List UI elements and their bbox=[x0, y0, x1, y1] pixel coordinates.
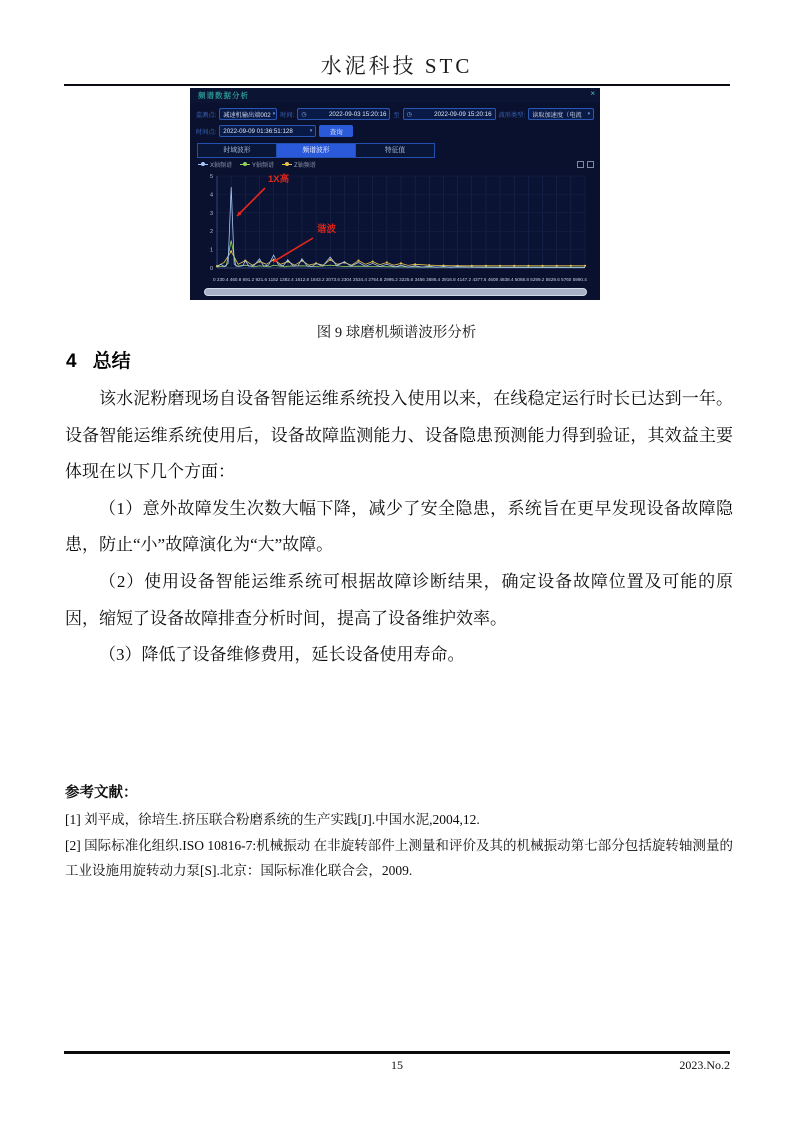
x-tick-label: 921.6 bbox=[255, 277, 267, 282]
waveform-tabs bbox=[197, 143, 435, 158]
paragraph: （3）降低了设备维修费用，延长设备使用寿命。 bbox=[99, 645, 465, 665]
waveform-type-label: 波形类型: bbox=[498, 111, 526, 119]
x-tick-label: 4838.4 bbox=[499, 277, 514, 282]
paragraph: 该水泥粉磨现场自设备智能运维系统投入使用以来，在线稳定运行时长已达到一年。设备智能运维系统使用后，设备故障监测能力、设备隐患预测能力得到验证，其效益主要体现在以下几个方面： bbox=[65, 389, 733, 482]
time-point-label: 时间点: bbox=[196, 128, 217, 136]
time-point-value: 2022-09-09 01:36:51:128 bbox=[223, 127, 293, 135]
header-rule bbox=[64, 84, 730, 86]
x-axis-labels bbox=[213, 276, 587, 283]
chart-annotation: 1X高 bbox=[268, 174, 290, 185]
svg-text:5: 5 bbox=[209, 174, 213, 180]
figure-caption: 图 9 球磨机频谱波形分析 bbox=[316, 325, 477, 341]
x-tick-label: 5068.8 bbox=[514, 277, 529, 282]
legend-label: Z轴频谱 bbox=[294, 162, 316, 169]
x-tick-label: 5529.6 bbox=[545, 277, 560, 282]
query-button[interactable]: 查询 bbox=[319, 125, 353, 137]
svg-text:0: 0 bbox=[209, 266, 213, 272]
time-label: 时间: bbox=[280, 111, 295, 119]
time-point-select[interactable] bbox=[219, 125, 316, 137]
reference-item: [2] 国际标准化组织.ISO 10816-7:机械振动 在非旋转部件上测量和评价及其的机械振动第七部分包括旋转轴测量的工业设施用旋转动力泵[S].北京：国际标准化联合会，2009. bbox=[65, 837, 733, 878]
waveform-type-value: 读取加速度（电流 bbox=[532, 111, 582, 119]
references bbox=[65, 781, 733, 884]
tab-0[interactable]: 时域波形 bbox=[198, 144, 277, 157]
x-tick-label: 460.8 bbox=[229, 277, 242, 282]
spectrum-chart bbox=[201, 170, 589, 287]
body-text bbox=[65, 381, 733, 674]
tab-1[interactable]: 频谱波形 bbox=[277, 144, 356, 157]
time-start-input[interactable] bbox=[297, 108, 390, 120]
svg-text:2: 2 bbox=[209, 229, 213, 236]
paragraph: （1）意外故障发生次数大幅下降，减少了安全隐患，系统旨在更早发现设备故障隐患，防止“小”故障演化为“大”故障。 bbox=[65, 498, 733, 555]
issue-number: 2023.No.2 bbox=[679, 1058, 730, 1072]
x-tick-label: 4377.6 bbox=[472, 277, 487, 282]
reference-item: [1] 刘平成，徐培生.挤压联合粉磨系统的生产实践[J].中国水泥,2004,12. bbox=[65, 812, 480, 827]
chevron-down-icon: ▾ bbox=[587, 111, 591, 117]
references-list bbox=[65, 807, 733, 884]
legend-item[interactable] bbox=[282, 160, 316, 169]
x-tick-label: 1382.4 bbox=[279, 277, 294, 282]
chevron-down-icon: ▾ bbox=[309, 128, 313, 134]
section-title: 总结 bbox=[92, 351, 131, 372]
time-end-value: 2022-09-09 15:20:16 bbox=[434, 110, 492, 118]
x-tick-label: 2995.2 bbox=[383, 277, 398, 282]
x-tick-label: 3456 bbox=[414, 277, 425, 282]
svg-text:1: 1 bbox=[209, 247, 213, 254]
chart-legend bbox=[198, 160, 316, 169]
legend-item[interactable] bbox=[198, 160, 232, 169]
legend-row bbox=[198, 159, 594, 169]
panel-title: 频谱数据分析 bbox=[198, 91, 249, 100]
time-to-label: 至 bbox=[393, 111, 400, 119]
x-tick-label: 3225.6 bbox=[399, 277, 414, 282]
restore-icon[interactable] bbox=[577, 161, 584, 168]
spectrum-chart-svg bbox=[201, 170, 589, 276]
x-tick-label: 0 bbox=[213, 277, 216, 282]
x-tick-label: 3916.8 bbox=[441, 277, 456, 282]
time-end-input[interactable] bbox=[403, 108, 496, 120]
paragraph: （2）使用设备智能运维系统可根据故障诊断结果，确定设备故障位置及可能的原因，缩短了设备故障排查分析时间，提高了设备维护效率。 bbox=[65, 571, 733, 628]
x-tick-label: 4147.2 bbox=[457, 277, 472, 282]
filter-row-2 bbox=[196, 125, 353, 137]
x-tick-label: 4608 bbox=[487, 277, 499, 282]
x-tick-label: 1843.2 bbox=[310, 277, 325, 282]
x-tick-label: 3686.4 bbox=[426, 277, 441, 282]
filter-row-1 bbox=[196, 108, 594, 120]
chevron-down-icon: ▾ bbox=[272, 111, 276, 117]
time-start-value: 2022-09-03 15:20:16 bbox=[328, 110, 387, 118]
x-tick-label: 230.4 bbox=[216, 277, 229, 282]
x-tick-label: 5299.2 bbox=[530, 277, 545, 282]
page-number: 15 bbox=[391, 1058, 403, 1072]
x-tick-label: 1612.8 bbox=[295, 277, 310, 282]
spectrum-analysis-window bbox=[190, 88, 600, 300]
waveform-type-select[interactable] bbox=[528, 108, 594, 120]
clock-icon: ◷ bbox=[301, 111, 307, 118]
legend-marker-icon bbox=[282, 163, 292, 166]
footer-rule bbox=[64, 1051, 730, 1054]
chart-annotation: 谐波 bbox=[317, 224, 337, 235]
journal-title: 水泥科技 STC bbox=[320, 54, 473, 78]
save-image-icon[interactable] bbox=[587, 161, 594, 168]
x-tick-label: 1152 bbox=[268, 277, 279, 282]
legend-label: X轴频谱 bbox=[210, 162, 233, 169]
x-tick-label: 2534.4 bbox=[352, 277, 367, 282]
section-heading bbox=[66, 346, 131, 373]
svg-text:4: 4 bbox=[209, 192, 213, 199]
datazoom-slider[interactable] bbox=[204, 288, 587, 296]
panel-titlebar bbox=[190, 88, 600, 103]
monitor-point-select[interactable] bbox=[219, 108, 277, 120]
section-number: 4 bbox=[66, 351, 77, 372]
x-tick-label: 2764.8 bbox=[368, 277, 383, 282]
clock-icon: ◷ bbox=[406, 111, 412, 118]
tab-2[interactable]: 特征值 bbox=[356, 144, 434, 157]
monitor-point-label: 监测点: bbox=[196, 111, 217, 119]
legend-item[interactable] bbox=[240, 160, 274, 169]
references-heading: 参考文献： bbox=[65, 785, 138, 801]
x-tick-label: 2073.6 bbox=[325, 277, 340, 282]
x-tick-label: 2304 bbox=[341, 277, 352, 282]
x-tick-label: 5760 bbox=[561, 277, 572, 282]
legend-marker-icon bbox=[198, 163, 208, 166]
close-icon[interactable]: × bbox=[590, 89, 595, 98]
monitor-point-value: 减速机输出端002 bbox=[223, 111, 271, 119]
x-tick-label: 5990.4 bbox=[572, 277, 587, 282]
chart-toolbar bbox=[577, 161, 594, 168]
legend-label: Y轴频谱 bbox=[252, 162, 275, 169]
legend-marker-icon bbox=[240, 163, 250, 166]
x-tick-label: 691.2 bbox=[242, 277, 255, 282]
svg-text:3: 3 bbox=[209, 210, 213, 217]
